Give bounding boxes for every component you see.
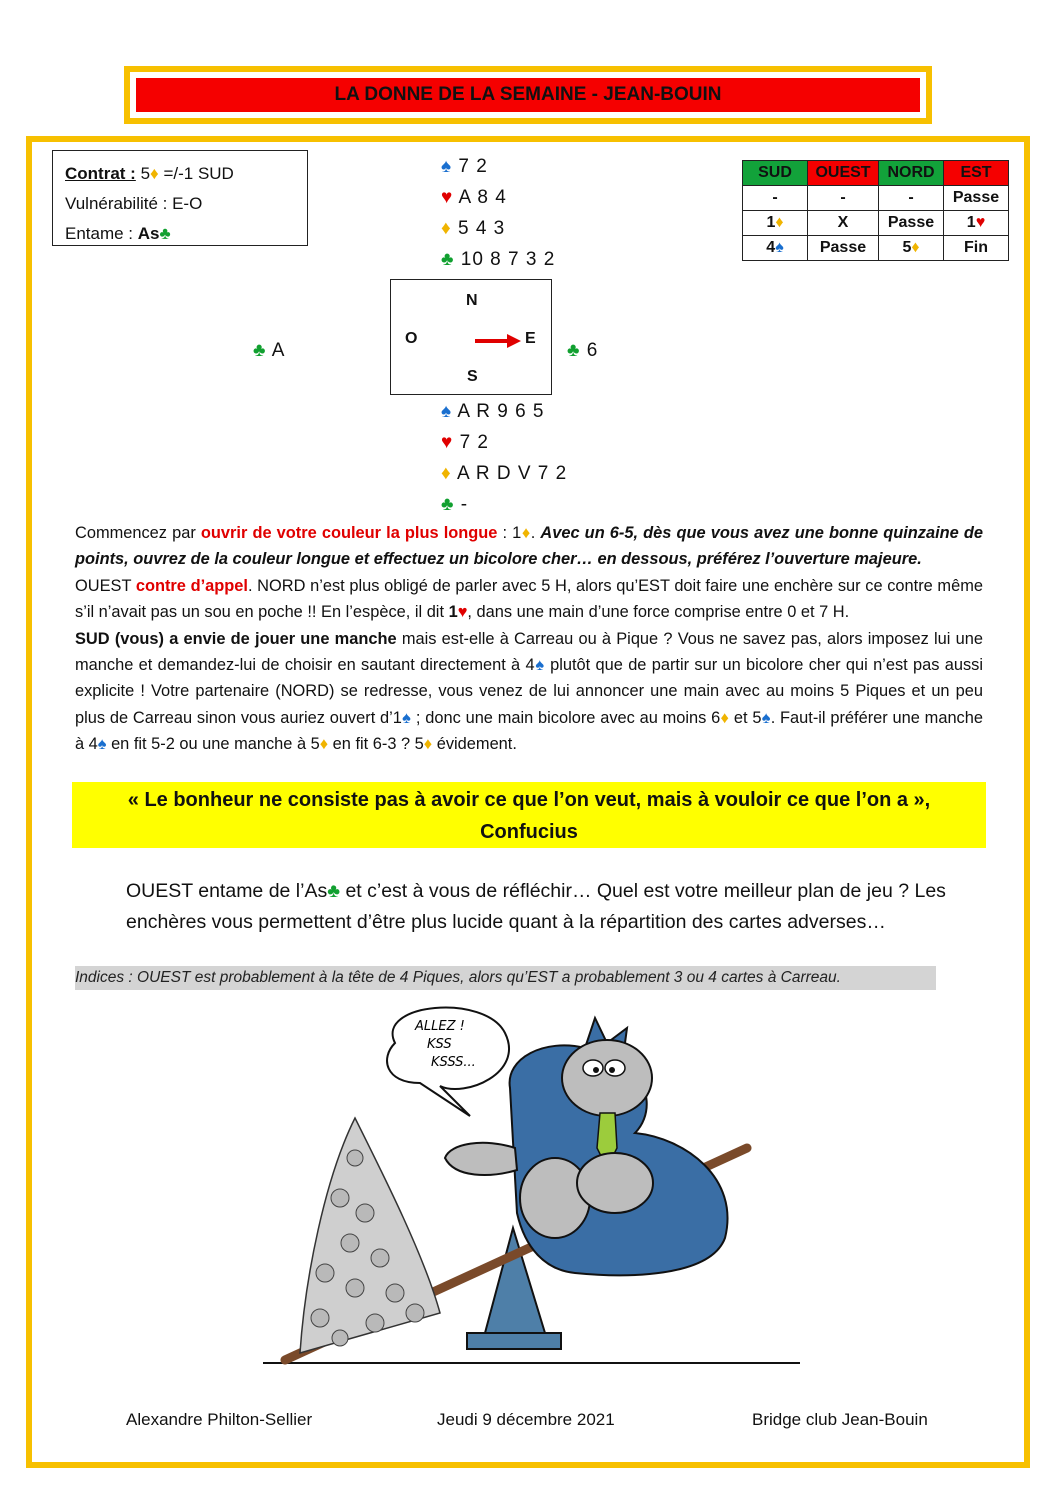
diamond-icon: ♦ <box>441 463 452 484</box>
contract-box <box>52 150 308 246</box>
text-run: . Faut-il préférer une manche à 4 <box>75 708 983 754</box>
quote-text: « Le bonheur ne consiste pas à avoir ce que l’on veut, mais à vouloir ce que l’on a », <box>127 789 931 811</box>
north-clubs: 10 8 7 3 2 <box>460 249 556 270</box>
south-spades: A R 9 6 5 <box>457 401 545 422</box>
compass-box <box>390 279 552 395</box>
spade-icon: ♠ <box>761 708 771 727</box>
north-diamonds: 5 4 3 <box>457 218 506 239</box>
text-run: évidement. <box>432 735 517 754</box>
west-card <box>253 335 285 366</box>
text-run: et c’est à vous de réfléchir… Quel est votre meilleur plan de jeu ? Les enchères vous permettent d’être plus lucide quant à la répartition des cartes adverses… <box>126 880 946 933</box>
text-run: Commencez par <box>75 524 201 542</box>
heart-icon: ♥ <box>441 432 454 453</box>
club-icon: ♣ <box>441 494 455 515</box>
bid-cell <box>743 236 808 261</box>
bid-cell: Passe <box>808 236 879 261</box>
footer-author: Alexandre Philton-Sellier <box>126 1410 313 1429</box>
text-run: 1 <box>448 603 458 622</box>
contract-level: 5 <box>140 164 151 183</box>
text-run: et 5 <box>729 708 762 727</box>
north-hand <box>441 151 555 275</box>
east-card <box>567 335 598 366</box>
bid-level: 1 <box>966 214 976 231</box>
text-run: . <box>530 524 541 542</box>
bid-level: 1 <box>766 214 776 231</box>
spade-icon: ♠ <box>97 735 107 754</box>
bid-cell: - <box>743 186 808 211</box>
text-run: plutôt que de partir sur un bicolore cher qui n’est pas aussi explicite ! Votre partenaire (NORD) se redresse, vous venez de lui annoncer une main avec au moins 5 Piques et un peu plus de Carreau sinon vous auriez ouvert d’1 <box>75 656 983 727</box>
bid-cell: - <box>808 186 879 211</box>
spade-icon: ♠ <box>441 156 453 177</box>
south-diamonds: A R D V 7 2 <box>456 463 568 484</box>
south-hand <box>441 396 567 520</box>
diamond-icon: ♦ <box>423 735 433 754</box>
title-banner <box>124 66 932 124</box>
east-card-value: 6 <box>586 340 599 361</box>
contract-line <box>65 159 295 189</box>
bid-header-nord: NORD <box>879 161 944 186</box>
bid-cell: Passe <box>944 186 1009 211</box>
compass-north: N <box>466 292 478 309</box>
diamond-icon: ♦ <box>775 214 784 231</box>
highlight-red: ouvrir de votre couleur la plus longue <box>200 524 498 542</box>
compass-south: S <box>467 368 478 385</box>
diamond-icon: ♦ <box>720 708 730 727</box>
heart-icon: ♥ <box>441 187 454 208</box>
page-title: LA DONNE DE LA SEMAINE - JEAN-BOUIN <box>136 78 920 112</box>
text-run: : 1 <box>497 524 522 542</box>
text-run: . NORD n’est plus obligé de parler avec 5 H, alors qu’EST doit faire une enchère sur ce contre même s’il n’avait pas un sou en poche !! En l’espèce, il dit <box>75 576 983 622</box>
club-icon: ♣ <box>567 340 581 361</box>
diamond-icon: ♦ <box>150 164 159 183</box>
text-run: OUEST entame de l’As <box>126 880 328 902</box>
hint-text: Indices : OUEST est probablement à la tête de 4 Piques, alors qu’EST a probablement 3 ou 4 cartes à Carreau. <box>75 966 936 990</box>
vulnerability: Vulnérabilité : E-O <box>65 194 203 213</box>
text-run: OUEST <box>75 576 136 595</box>
bid-cell: - <box>879 186 944 211</box>
contract-result: =/-1 SUD <box>163 164 234 183</box>
text-run: en fit 6-3 ? 5 <box>328 735 424 754</box>
lead-line <box>65 219 295 249</box>
quote-box <box>72 782 986 848</box>
club-icon: ♣ <box>327 880 341 902</box>
club-icon: ♣ <box>159 224 171 243</box>
emphasis-text: Avec un 6-5, dès que vous avez une bonne quinzaine de points, ouvrez de la couleur longue et effectuez un bicolore cher… en dessous, préférez l’ouverture majeure. <box>75 524 984 569</box>
explanation-text <box>75 520 983 758</box>
bid-cell <box>879 236 944 261</box>
club-icon: ♣ <box>253 340 267 361</box>
heart-icon: ♥ <box>457 603 468 622</box>
south-clubs: - <box>460 494 469 515</box>
diamond-icon: ♦ <box>521 524 531 542</box>
spade-icon: ♠ <box>775 239 784 256</box>
bid-cell <box>743 211 808 236</box>
footer-date: Jeudi 9 décembre 2021 <box>437 1410 615 1429</box>
south-hearts: 7 2 <box>459 432 489 453</box>
bid-cell <box>944 211 1009 236</box>
north-hearts: A 8 4 <box>458 187 507 208</box>
bid-cell: Passe <box>879 211 944 236</box>
quote-author: Confucius <box>480 821 578 843</box>
bid-header-sud: SUD <box>743 161 808 186</box>
bid-header-ouest: OUEST <box>808 161 879 186</box>
footer-club: Bridge club Jean-Bouin <box>752 1410 928 1429</box>
bidding-table <box>742 160 1009 261</box>
text-run: mais est-elle à Carreau ou à Pique ? Vous ne savez pas, alors imposez lui une manche et demandez-lui de choisir en sautant directement à 4 <box>75 629 984 675</box>
spade-icon: ♠ <box>441 401 453 422</box>
club-icon: ♣ <box>441 249 455 270</box>
speech-line-1: ALLEZ ! <box>415 1019 465 1034</box>
speech-line-2: KSS <box>427 1037 452 1052</box>
lead-label: Entame : <box>65 224 134 243</box>
question-text <box>126 876 946 938</box>
diamond-icon: ♦ <box>441 218 452 239</box>
spade-icon: ♠ <box>534 656 545 675</box>
emphasis-text: SUD (vous) a envie de jouer une manche <box>75 629 397 648</box>
bid-level: 4 <box>766 239 776 256</box>
cartoon-illustration <box>255 998 815 1370</box>
bid-level: 5 <box>902 239 912 256</box>
compass-east: E <box>525 330 536 347</box>
text-run: en fit 5-2 ou une manche à 5 <box>106 735 320 754</box>
lead-card: As <box>137 224 160 243</box>
text-run: ; donc une main bicolore avec au moins 6 <box>411 708 721 727</box>
diamond-icon: ♦ <box>911 239 920 256</box>
west-card-value: A <box>271 340 286 361</box>
bid-cell: X <box>808 211 879 236</box>
bid-header-est: EST <box>944 161 1009 186</box>
compass-west: O <box>405 330 418 347</box>
speech-line-3: KSSS... <box>431 1055 476 1070</box>
arrow-right-icon <box>473 332 523 350</box>
bid-cell: Fin <box>944 236 1009 261</box>
contract-label: Contrat : <box>65 164 136 183</box>
diamond-icon: ♦ <box>319 735 329 754</box>
text-run: , dans une main d’une force comprise entre 0 et 7 H. <box>467 603 850 622</box>
highlight-red: contre d’appel <box>135 576 248 595</box>
spade-icon: ♠ <box>401 708 412 727</box>
north-spades: 7 2 <box>458 156 488 177</box>
heart-icon: ♥ <box>975 214 986 231</box>
